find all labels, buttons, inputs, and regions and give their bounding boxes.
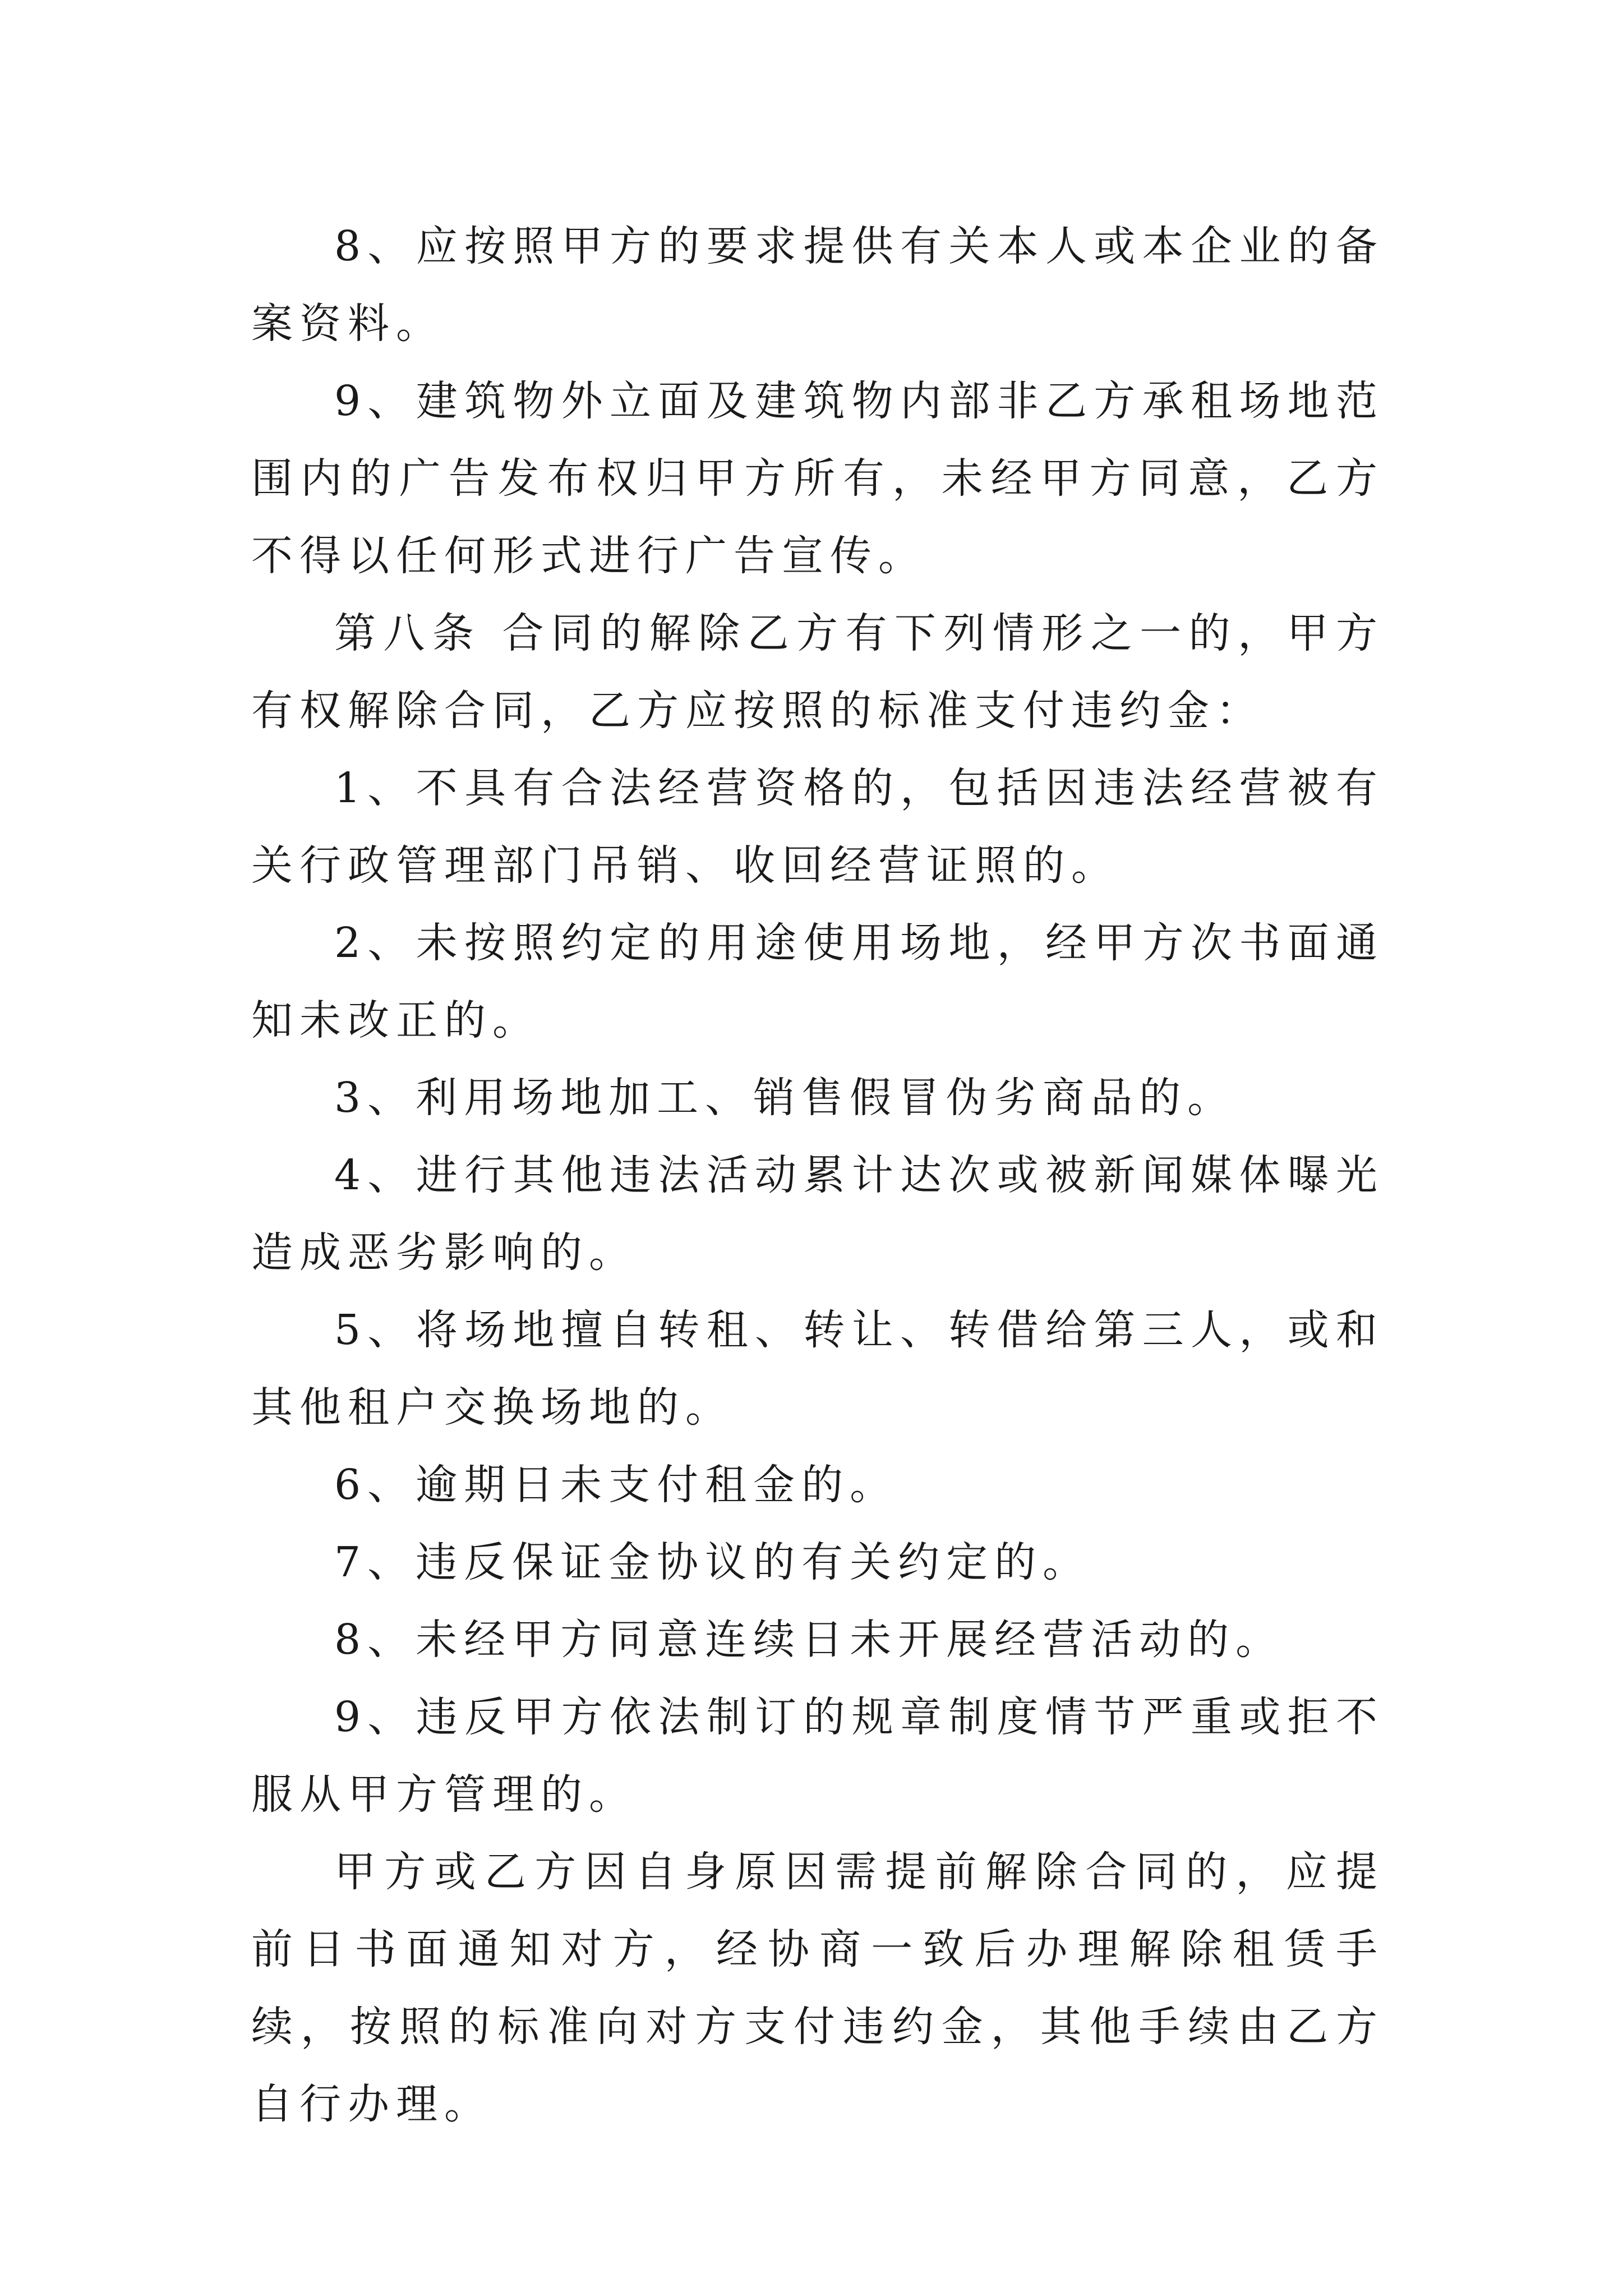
paragraph-termination-item-2: 2、未按照约定的用途使用场地，经甲方次书面通知未改正的。 [251, 919, 1384, 1045]
paragraph-termination-item-1: 1、不具有合法经营资格的，包括因违法经营被有关行政管理部门吊销、收回经营证照的。 [251, 764, 1384, 890]
paragraph-item-9-advertising: 9、建筑物外立面及建筑物内部非乙方承租场地范围内的广告发布权归甲方所有，未经甲方同意，乙方不得以任何形式进行广告宣传。 [251, 377, 1384, 580]
paragraph-termination-item-8: 8、未经甲方同意连续日未开展经营活动的。 [334, 1616, 1284, 1664]
paragraph-termination-item-3: 3、利用场地加工、销售假冒伪劣商品的。 [334, 1074, 1236, 1122]
paragraph-termination-item-6: 6、逾期日未支付租金的。 [334, 1461, 898, 1509]
paragraph-early-termination: 甲方或乙方因自身原因需提前解除合同的，应提前日书面通知对方，经协商一致后办理解除租赁手续，按照的标准向对方支付违约金，其他手续由乙方自行办理。 [251, 1848, 1384, 2128]
paragraph-article-8-termination: 第八条 合同的解除乙方有下列情形之一的，甲方有权解除合同，乙方应按照的标准支付违约金： [251, 609, 1384, 735]
paragraph-termination-item-5: 5、将场地擅自转租、转让、转借给第三人，或和其他租户交换场地的。 [251, 1306, 1384, 1432]
paragraph-item-8-filing: 8、应按照甲方的要求提供有关本人或本企业的备案资料。 [251, 222, 1384, 348]
document-body [251, 208, 1384, 2143]
paragraph-termination-item-7: 7、违反保证金协议的有关约定的。 [334, 1538, 1091, 1586]
paragraph-termination-item-4: 4、进行其他违法活动累计达次或被新闻媒体曝光造成恶劣影响的。 [251, 1151, 1384, 1277]
paragraph-termination-item-9: 9、违反甲方依法制订的规章制度情节严重或拒不服从甲方管理的。 [251, 1693, 1384, 1819]
